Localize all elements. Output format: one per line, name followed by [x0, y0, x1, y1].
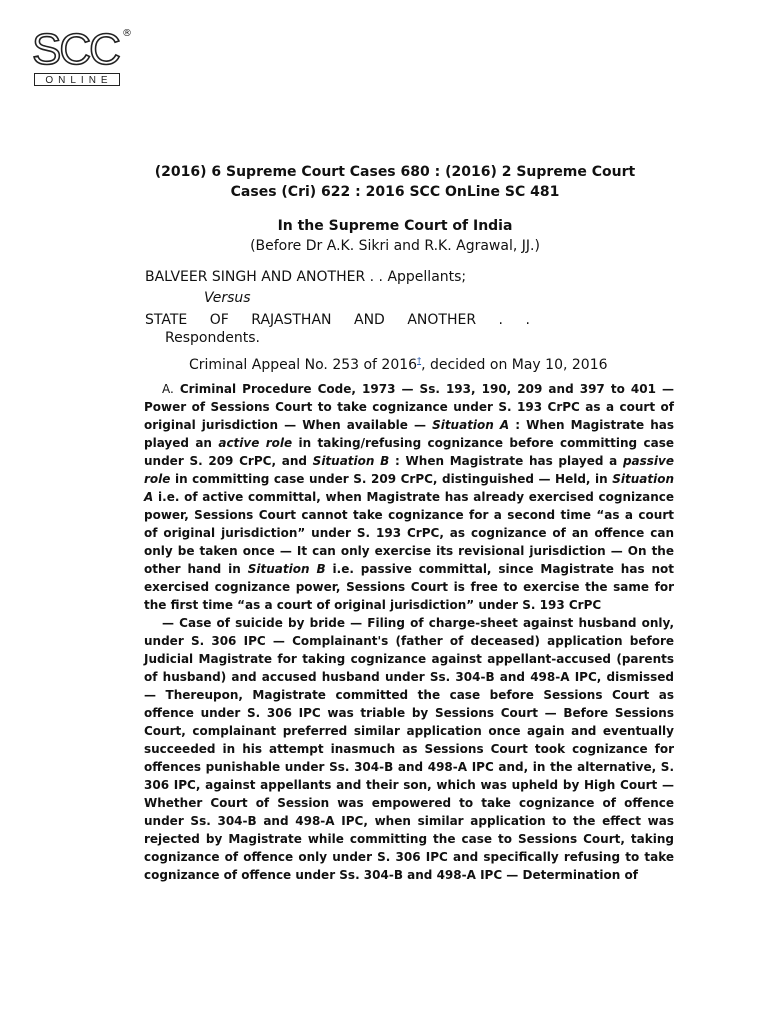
headnote-italic: active role: [218, 436, 293, 450]
headnote-text: : When Magistrate has played a: [389, 454, 623, 468]
headnote-italic: Situation A: [144, 472, 674, 504]
respondents-line: [145, 311, 530, 329]
citation-line-1: (2016) 6 Supreme Court Cases 680 : (2016) 2 Supreme Court: [154, 164, 636, 180]
headnote-para-a: [144, 380, 674, 614]
headnote-text: i.e. passive committal, since Magistrate has not exercised cognizance power, Sessions Court is free to exercise the same for the first time “as a court of original jurisdiction” under S. 193 CrPC: [144, 562, 675, 612]
respondents: [145, 311, 530, 347]
registered-mark: ®: [122, 28, 132, 39]
headnote-text: i.e. of active committal, when Magistrate has already exercised cognizance power, Sessions Court cannot take cognizance for a second time “as a court of original jurisdiction” under S. 193 CrPC, as cognizance of an offence can only be taken once — It can only exercise its revisional jurisdiction — On the other hand in: [144, 490, 674, 576]
versus: Versus: [204, 290, 251, 306]
respondents-word: .: [525, 312, 530, 328]
respondents-tail: Respondents.: [165, 330, 260, 346]
headnote-italic: Situation A: [432, 418, 510, 432]
headnote: [144, 380, 674, 884]
respondents-word: ANOTHER: [407, 312, 477, 328]
court-name: In the Supreme Court of India: [277, 218, 513, 234]
appellants: BALVEER SINGH AND ANOTHER . . Appellants;: [145, 269, 467, 285]
case-citation: [120, 162, 670, 202]
logo-subtitle: ONLINE: [34, 73, 120, 86]
headnote-text: : When Magistrate has played an: [144, 418, 675, 450]
respondents-word: STATE: [145, 312, 188, 328]
headnote-para-2: — Case of suicide by bride — Filing of charge-sheet against husband only, under S. 306 IPC — Complainant's (father of deceased) application before Judicial Magistrate for taking cognizance against appellant-accused (parents of husband) and accused husband under Ss. 304-B and 498-A IPC, dismissed — Thereupon, Magistrate committed the case before Sessions Court as offence under S. 306 IPC was triable by Sessions Court — Before Sessions Court, complainant preferred similar application once again and eventually succeeded in his attempt inasmuch as Sessions Court took cognizance for offences punishable under Ss. 304-B and 498-A IPC and, in the alternative, S. 306 IPC, against appellants and their son, which was upheld by High Court — Whether Court of Session was empowered to take cognizance of offence under Ss. 304-B and 498-A IPC, when similar application to the effect was rejected by Magistrate while committing the case to Sessions Court, taking cognizance of offence only under S. 306 IPC and specifically refusing to take cognizance of offence under Ss. 304-B and 498-A IPC — Determination of: [144, 616, 674, 882]
respondents-word: .: [498, 312, 503, 328]
bench: (Before Dr A.K. Sikri and R.K. Agrawal, JJ.): [250, 238, 540, 254]
respondents-word: AND: [354, 312, 385, 328]
respondents-word: OF: [209, 312, 229, 328]
headnote-text: in taking/refusing cognizance before committing case under S. 209 CrPC, and: [144, 436, 674, 468]
respondents-word: RAJASTHAN: [251, 312, 332, 328]
logo-brand: SCC: [32, 25, 119, 74]
headnote-text: in committing case under S. 209 CrPC, distinguished — Held, in: [170, 472, 613, 486]
headnote-italic: Situation B: [247, 562, 326, 576]
para-label: A.: [162, 382, 174, 396]
citation-line-2: Cases (Cri) 622 : 2016 SCC OnLine SC 481: [230, 184, 560, 200]
scc-online-logo: [32, 25, 132, 88]
footnote-link[interactable]: †: [417, 356, 422, 365]
appeal-number: [189, 352, 608, 374]
appeal-text: Criminal Appeal No. 253 of 2016: [189, 357, 418, 373]
headnote-italic: passive role: [144, 454, 674, 486]
headnote-italic: Situation B: [312, 454, 390, 468]
decided-date: , decided on May 10, 2016: [421, 357, 608, 373]
headnote-text: Criminal Procedure Code, 1973 — Ss. 193, 190, 209 and 397 to 401 — Power of Sessions Court to take cognizance under S. 193 CrPC as a court of original jurisdiction — When available —: [144, 382, 674, 432]
